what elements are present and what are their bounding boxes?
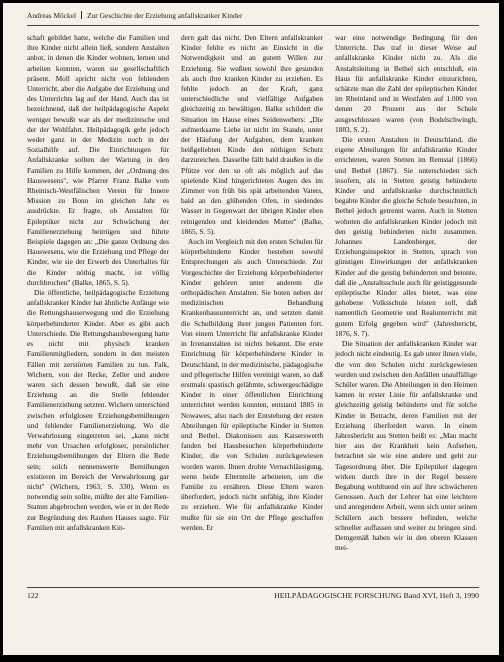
paragraph: Die öffentliche, heilpädagogische Erziehung anfallskranker Kinder hat ähnliche Anfänge wie die Rettungshauserwegung und die Erziehung körperbehinderter Kinder. Aber es gibt auch Unterschiede. Die Rettungshausbewegung hatte es nicht mit physisch kranken Familienmitgliedern, sondern in den meisten Fällen mit zerstörten Familien zu tun. Falk, Wichern, von der Recke, Zeller und andere waren sich dessen bewußt, daß sie eine Erziehung an die Stelle fehlender Familienerziehung setzten. Wichern unterschied zwischen erfolglosen Erziehungsbemühungen und fehlender Familienerziehung. Wo die Verwahrlosung eingetreten sei, „kann nicht mehr von Ursachen erfolgloser, persönlicher Erziehungsbemühungen der Eltern die Rede sein; solch nennenswerte Bemühungen existieren im Bereich der Verwahrlosung gar nicht" (Wichern, 1963, S. 330). Wenn es notwendig sein sollte, müßte der alte Familien-Stamm abgebrochen werden, wie er in der Rede zur Begründung des Rauhen Hauses sagte. Für Familien mit anfallskranken Kin- bbox=[27, 288, 169, 532]
paragraph: war eine notwendige Bedingung für den Unterricht. Das traf in dieser Weise auf anfallskranke Kinder nicht zu. Als die Anstaltsleitung in Bethel sich entschloß, ein Haus für anfallskranke Kinder einzurichten, schätzte man die Zahl der epileptischen Kinder im Rheinland und in Westfalen auf 1.000 von denen 20 Prozent aus der Schule ausgeschlossen waren (von Bodelschwingh, 1883, S. 2). bbox=[335, 33, 477, 134]
text-column-2 bbox=[181, 33, 323, 533]
footer-rule bbox=[27, 587, 479, 588]
header-author: Andreas Möckel bbox=[27, 11, 77, 20]
paragraph: schaft gebildet hatte, welche die Familien und ihre Kinder nicht allein ließ, sondern Anstalten anbot, in denen die Kinder wohnen, lernen und arbeiten konnten, waren sie gesellschaftlich präsent. Moll spricht nicht von fehlendem Unterricht, aber die Aufgabe der Erziehung und des Unterrichts lag auf der Hand. Auch das ist bezeichnend, daß der heilpädagogische Aspekt weniger bewußt war als der medizinische und der der Wohlfahrt. Heilpädagogik geht jedoch weder ganz in der Medizin noch in der Sozialhilfe auf. Die Einrichtungen für Anfallskranke sollten der Wartung in den Familien zu Hilfe kommen, der „Ordnung des Hauswesens", wie Pfarrer Franz Balke vom Rheinisch-Westfälischen Verein für Innere Mission zu Bonn im gleichen Jahr es ausdrückte. Er fragte, ob Anstalten für Epileptiker nicht zur Schwächung der Familienerziehung beitrügen und führte Beispiele dagegen an: „Die ganze Ordnung des Hauswesens, wie die Erziehung und Pflege der Kinder, wie sie der Erwerb des Unterhaltes für die Kinder nöthig macht, ist völlig durchbrochen" (Balke, 1865, S. 5). bbox=[27, 33, 169, 287]
running-header bbox=[27, 11, 479, 20]
text-column-1 bbox=[27, 33, 169, 533]
journal-page bbox=[3, 3, 499, 655]
header-title: Zur Geschichte der Erziehung anfallskranker Kinder bbox=[87, 11, 243, 20]
journal-reference: HEILPÄDAGOGISCHE FORSCHUNG Band XVI, Heft 3, 1990 bbox=[274, 591, 479, 600]
header-separator bbox=[81, 11, 82, 19]
paragraph: Die Situation der anfallskranken Kinder war jedoch nicht eindeutig. Es gab unter ihnen viele, die von den Schulen nicht zurückgewiesen wurden und zwischen den Anfällen unauffällige Schüler waren. Die Abteilungen in den Heimen kamen in erster Linie für anfallskranke und gleichzeitig geistig behinderte und für solche Kinder in Betracht, deren Familien mit der Erziehung überfordert waren. In einem Jahresbericht aus Stetten heißt es: „Man macht hier aus der Krankheit kein Aufsehen, betrachtet sie wie eine andere und geht zur Tagesordnung über. Die Epileptiker dagegen wirken durch ihre in der Regel bessere Begabung wohltuend ein auf ihre schwächeren Genossen. Auch der Lehrer hat eine leichtere und anregendere Arbeit, wenn sich unter seinen Schülern auch bessere befinden, welche schneller auffassen und weiter zu bringen sind. Demgemäß haben wir in den oberen Klassen mei- bbox=[335, 339, 477, 553]
page-number: 122 bbox=[27, 591, 39, 600]
text-column-3 bbox=[335, 33, 477, 553]
paragraph: dern galt das nicht. Den Eltern anfallskranker Kinder fehlte es nicht an Einsicht in die Notwendigkeit und an gutem Willen zur Erziehung. Sie wußten sowohl ihre gesunden als auch ihre kranken Kinder zu erziehen. Es fehlte jedoch an der Kraft, ganz unterschiedliche und vielfältige Aufgaben gleichzeitig zu bewältigen. Balke schildert die Situation im Hause eines Seidenwebers: „Die aufmerksame Liebe ist nicht im Stande, unter der Häufung der Aufgaben, dem kranken heißgeliebten Kinde den nöthigen Schutz darzureichen. Dasselbe fällt bald draußen in die Pfütze vor den so oft als möglich auf das spielende Kind hingerichteten Augen des im Zimmer von früh bis spät arbeitenden Vaters, bald an den glühenden Ofen, in siedendes Wasser in Gegenwart der übrigen Kinder eben reinigenden und kleidenden Mutter" (Balke, 1865, S. 5). bbox=[181, 33, 323, 236]
paragraph: Auch im Vergleich mit den ersten Schulen für körperbehinderte Kinder bestehen sowohl Entsprechungen als auch Unterschiede. Zur Vorgeschichte der Erziehung körperbehinderter Kinder gehören unter anderem die orthopädischen Anstalten. Sie boten neben der medizinischen Behandlung Krankenhausunterricht an, und setzten damit die Schulbildung ihrer jungen Patienten fort. Von einem Unterricht für anfallskranke Kinder in Irrenanstalten ist nichts bekannt. Die erste Einrichtung für körperbehinderte Kinder in Deutschland, in der medizinische, pädagogische und pflegerische Hilfen vereinigt waren, so daß erstmals spastisch gelähmte, schwergeschädigte Kinder in einer öffentlichen Einrichtung unterrichtet werden konnten, entstand 1885 in Nowawes, also nach der Entstehung der ersten Abteilungen für epileptische Kinder in Stetten und Bethel. Diakonissen aus Kaiserswerth fanden bei Hausbesuchen körperbehinderte Kinder, die von Schulen zurückgewiesen worden waren. Ihnen drohte Vernachlässigung, wenn beide Elternteile arbeiteten, um die Familie zu ernähren. Diese Eltern waren überfordert, jedoch nicht unfähig, ihre Kinder zu erziehen. Wie für anfallskranke Kinder mußte für sie ein Ort der Pflege geschaffen werden. Er bbox=[181, 237, 323, 532]
paragraph: Die ersten Anstalten in Deutschland, die eigene Abteilungen für anfallskranke Kinder errichteten, waren Stetten im Remstal (1866) und Bethel (1867). Sie unterschieden sich insofern, als in Stetten geistig behinderte Kinder und anfallskranke durchschnittlich begabte Kinder die gleiche Schule besuchten, in Bethel jedoch getrennt waren. Auch in Stetten wohnten die anfallskranken Kinder jedoch mit den geistig behinderten nicht zusammen. Johannes Landenberger, der Erziehungsinspektor in Stetten, sprach von günstigen Einwirkungen der anfallskranken Kinder auf die geistig behinderten und betonte, daß die „Anstaltsschule auch für geistiggesunde epileptische Kinder alles bietet, was eine gehobene Volksschule leisten soll, daß namentlich Geometrie und Realunterricht mit gutem Erfolg gegeben wird" (Jahresbericht, 1876, S. 7). bbox=[335, 135, 477, 338]
header-rule bbox=[27, 25, 479, 26]
